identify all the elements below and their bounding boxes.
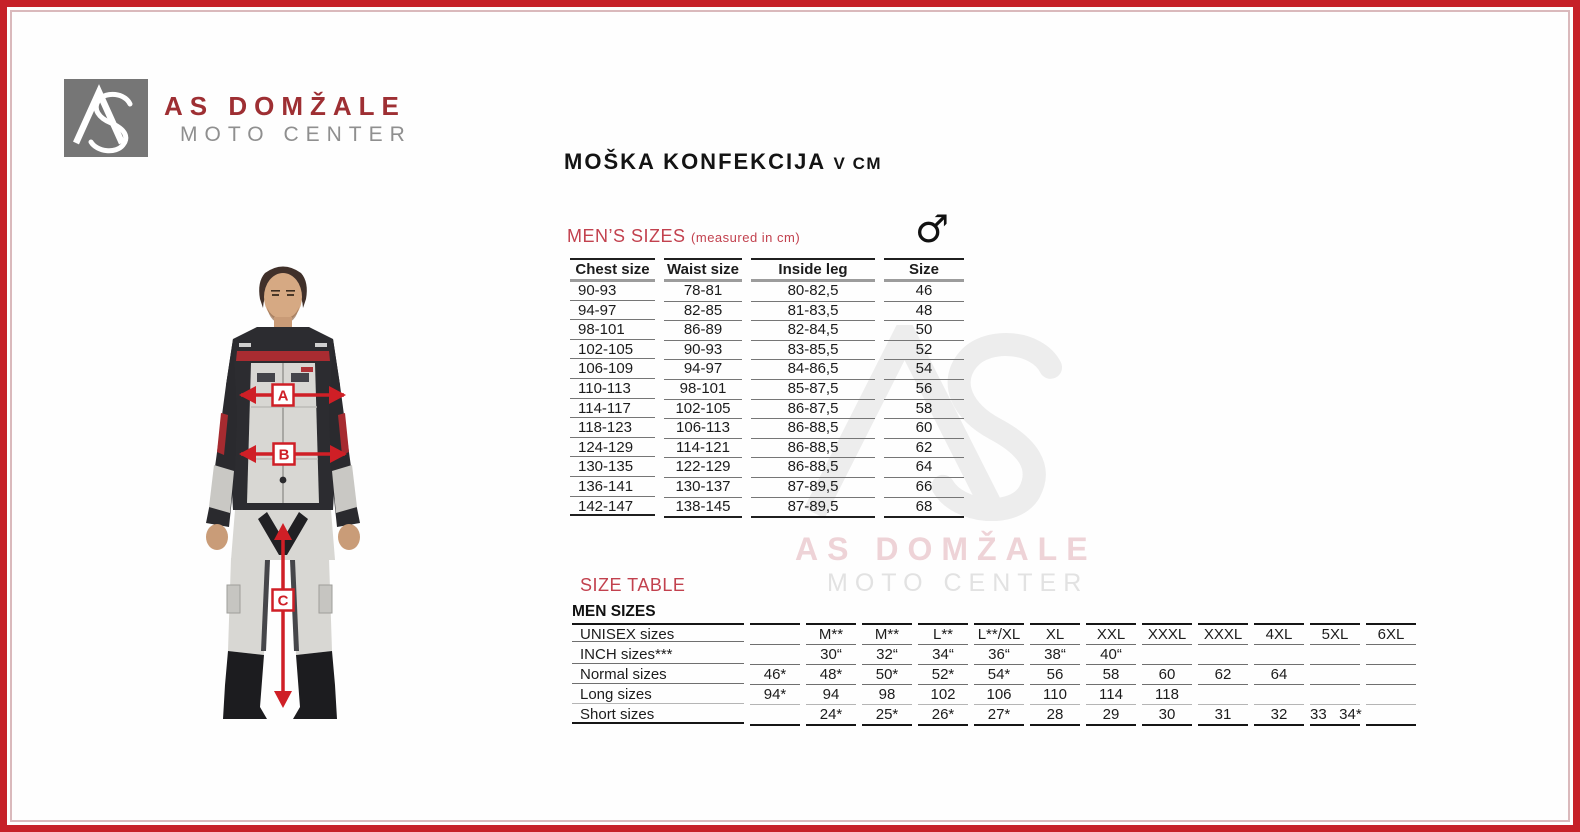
cell: 87-89,5 bbox=[751, 478, 875, 498]
cell: 50* bbox=[862, 665, 912, 685]
cell: 27* bbox=[974, 705, 1024, 726]
cell: 142-147 bbox=[570, 498, 655, 517]
row-label: Short sizes bbox=[572, 705, 744, 724]
cell bbox=[1254, 685, 1304, 705]
cell: 32“ bbox=[862, 645, 912, 665]
cell: 106 bbox=[974, 685, 1024, 705]
cell: XXXL bbox=[1142, 623, 1192, 645]
cell: 83-85,5 bbox=[751, 341, 875, 361]
cell: 30“ bbox=[806, 645, 856, 665]
cell: 122-129 bbox=[664, 458, 742, 478]
measure-label-inside-leg: C bbox=[277, 592, 289, 610]
cell: 94* bbox=[750, 685, 800, 705]
size-table-heading: SIZE TABLE bbox=[580, 575, 686, 595]
column-header: Inside leg bbox=[751, 258, 875, 282]
mens-sizes-table bbox=[570, 258, 964, 518]
column-header: Size bbox=[884, 258, 964, 282]
cell: 82-85 bbox=[664, 302, 742, 322]
cell bbox=[1198, 645, 1248, 665]
cell: 58 bbox=[884, 400, 964, 420]
cell bbox=[1366, 645, 1416, 665]
watermark-brand: AS DOMŽALE bbox=[795, 531, 1097, 567]
cell: 58 bbox=[1086, 665, 1136, 685]
cell: 130-137 bbox=[664, 478, 742, 498]
cell: 36“ bbox=[974, 645, 1024, 665]
cell: 46* bbox=[750, 665, 800, 685]
brand-name: AS DOMŽALE bbox=[164, 91, 406, 121]
male-symbol-icon: ♂ bbox=[915, 207, 950, 251]
cell bbox=[1366, 685, 1416, 705]
cell: 86-89 bbox=[664, 321, 742, 341]
model-figure bbox=[177, 255, 382, 725]
cell: 6XL bbox=[1366, 623, 1416, 645]
cell: 62 bbox=[884, 439, 964, 459]
cell: 86-88,5 bbox=[751, 458, 875, 478]
cell: 106-113 bbox=[664, 419, 742, 439]
measure-label-waist: B bbox=[278, 446, 290, 464]
measure-label-chest: A bbox=[277, 387, 289, 405]
cell: 60 bbox=[1142, 665, 1192, 685]
cell bbox=[1142, 645, 1192, 665]
cell: 118-123 bbox=[570, 419, 655, 438]
cell: 118 bbox=[1142, 685, 1192, 705]
cell: 52* bbox=[918, 665, 968, 685]
cell bbox=[1198, 685, 1248, 705]
cell: 38“ bbox=[1030, 645, 1080, 665]
cell: 102-105 bbox=[664, 400, 742, 420]
cell: 24* bbox=[806, 705, 856, 726]
row-label: UNISEX sizes bbox=[572, 623, 744, 642]
cell: 114 bbox=[1086, 685, 1136, 705]
column-header: Waist size bbox=[664, 258, 742, 282]
cell: 136-141 bbox=[570, 478, 655, 497]
cell: 94 bbox=[806, 685, 856, 705]
cell: 48 bbox=[884, 302, 964, 322]
page-title-suffix: V CM bbox=[833, 154, 883, 173]
cell: 90-93 bbox=[664, 341, 742, 361]
cell: 98-101 bbox=[570, 321, 655, 340]
cell: 40“ bbox=[1086, 645, 1136, 665]
cell: 54* bbox=[974, 665, 1024, 685]
brand-subtitle: MOTO CENTER bbox=[180, 123, 412, 146]
cell bbox=[1366, 665, 1416, 685]
cell: 66 bbox=[884, 478, 964, 498]
cell: XL bbox=[1030, 623, 1080, 645]
cell: M** bbox=[806, 623, 856, 645]
row-label: Long sizes bbox=[572, 685, 744, 704]
cell: 52 bbox=[884, 341, 964, 361]
cell: 34“ bbox=[918, 645, 968, 665]
cell: M** bbox=[862, 623, 912, 645]
cell: L**/XL bbox=[974, 623, 1024, 645]
cell: 48* bbox=[806, 665, 856, 685]
cell bbox=[1310, 685, 1360, 705]
mens-sizes-heading-text: MEN’S SIZES bbox=[567, 226, 686, 246]
cell: 28 bbox=[1030, 705, 1080, 726]
size-table-subheading: MEN SIZES bbox=[572, 603, 656, 620]
cell: 102 bbox=[918, 685, 968, 705]
cell: 130-135 bbox=[570, 458, 655, 477]
cell bbox=[750, 623, 800, 645]
cell bbox=[750, 705, 800, 726]
logo-mark bbox=[64, 79, 148, 157]
cell: 85-87,5 bbox=[751, 380, 875, 400]
measure-arrow-waist bbox=[239, 444, 347, 465]
cell: 30 bbox=[1142, 705, 1192, 726]
cell: 33 34* bbox=[1310, 705, 1360, 726]
mens-sizes-note: (measured in cm) bbox=[691, 230, 801, 245]
cell: 94-97 bbox=[664, 360, 742, 380]
cell: 64 bbox=[1254, 665, 1304, 685]
cell: 25* bbox=[862, 705, 912, 726]
cell: 98 bbox=[862, 685, 912, 705]
cell bbox=[1366, 705, 1416, 726]
cell: 98-101 bbox=[664, 380, 742, 400]
cell: 80-82,5 bbox=[751, 282, 875, 302]
cell: 29 bbox=[1086, 705, 1136, 726]
cell: 60 bbox=[884, 419, 964, 439]
cell: 138-145 bbox=[664, 498, 742, 519]
cell: 90-93 bbox=[570, 282, 655, 301]
cell: 94-97 bbox=[570, 302, 655, 321]
cell: 114-117 bbox=[570, 400, 655, 419]
cell: XXL bbox=[1086, 623, 1136, 645]
cell: 84-86,5 bbox=[751, 360, 875, 380]
cell: 32 bbox=[1254, 705, 1304, 726]
cell: 81-83,5 bbox=[751, 302, 875, 322]
cell: 87-89,5 bbox=[751, 498, 875, 519]
cell: 26* bbox=[918, 705, 968, 726]
measure-arrow-chest bbox=[239, 385, 346, 406]
cell: 86-88,5 bbox=[751, 419, 875, 439]
cell: 102-105 bbox=[570, 341, 655, 360]
cell: 124-129 bbox=[570, 439, 655, 458]
row-label: INCH sizes*** bbox=[572, 645, 744, 664]
page-title-text: MOŠKA KONFEKCIJA bbox=[564, 149, 826, 174]
cell: 68 bbox=[884, 498, 964, 519]
cell: 114-121 bbox=[664, 439, 742, 459]
cell: 50 bbox=[884, 321, 964, 341]
cell: 46 bbox=[884, 282, 964, 302]
cell: 4XL bbox=[1254, 623, 1304, 645]
cell: 64 bbox=[884, 458, 964, 478]
cell: 78-81 bbox=[664, 282, 742, 302]
page-title bbox=[564, 149, 882, 175]
cell: 31 bbox=[1198, 705, 1248, 726]
cell: 62 bbox=[1198, 665, 1248, 685]
cell: XXXL bbox=[1198, 623, 1248, 645]
cell bbox=[1310, 645, 1360, 665]
cell: 56 bbox=[1030, 665, 1080, 685]
cell bbox=[750, 645, 800, 665]
cell: 86-87,5 bbox=[751, 400, 875, 420]
cell: L** bbox=[918, 623, 968, 645]
cell bbox=[1310, 665, 1360, 685]
cell bbox=[1254, 645, 1304, 665]
row-label: Normal sizes bbox=[572, 665, 744, 684]
cell: 5XL bbox=[1310, 623, 1360, 645]
cell: 82-84,5 bbox=[751, 321, 875, 341]
column-header: Chest size bbox=[570, 258, 655, 282]
cell: 110 bbox=[1030, 685, 1080, 705]
size-table bbox=[572, 623, 1416, 726]
cell: 106-109 bbox=[570, 360, 655, 379]
mens-sizes-heading bbox=[567, 226, 800, 247]
cell: 86-88,5 bbox=[751, 439, 875, 459]
cell: 56 bbox=[884, 380, 964, 400]
cell: 54 bbox=[884, 360, 964, 380]
cell: 110-113 bbox=[570, 380, 655, 399]
watermark-subtitle: MOTO CENTER bbox=[827, 569, 1089, 597]
